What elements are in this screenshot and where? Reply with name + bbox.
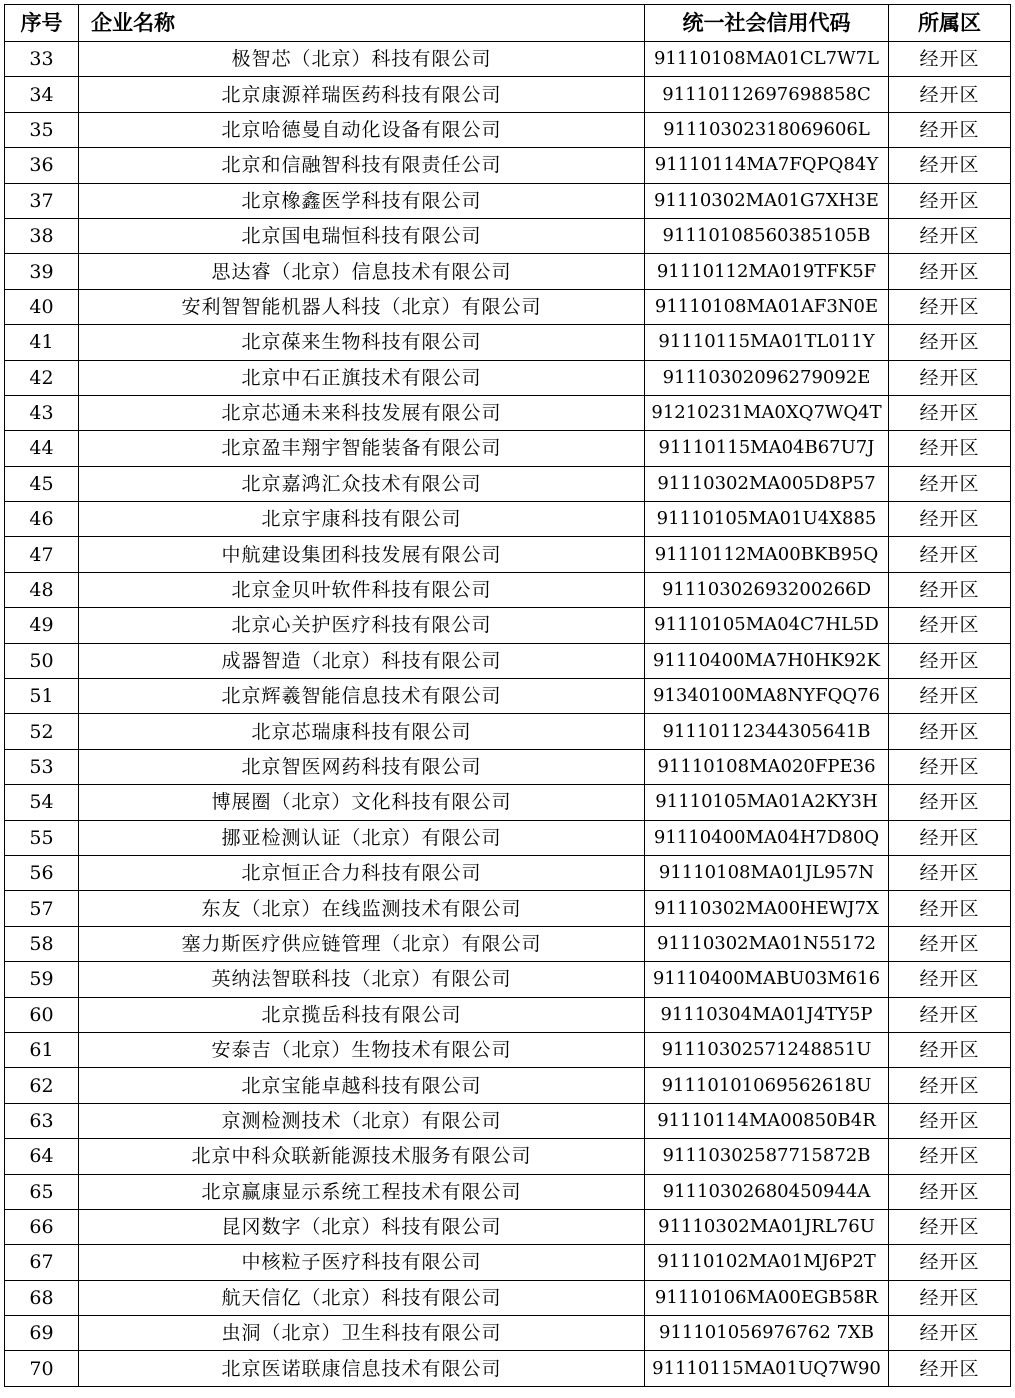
cell-company-name: 航天信亿（北京）科技有限公司: [79, 1280, 645, 1315]
cell-district: 经开区: [889, 1068, 1011, 1103]
header-row: [5, 5, 1011, 42]
cell-company-name: 北京葆来生物科技有限公司: [79, 325, 645, 360]
cell-index: 56: [5, 855, 79, 890]
cell-district: 经开区: [889, 572, 1011, 607]
cell-index: 50: [5, 643, 79, 678]
cell-district: 经开区: [889, 785, 1011, 820]
cell-company-name: 虫洞（北京）卫生科技有限公司: [79, 1316, 645, 1351]
cell-company-name: 东友（北京）在线监测技术有限公司: [79, 891, 645, 926]
cell-credit-code: 91110105MA04C7HL5D: [645, 608, 889, 643]
cell-company-name: 英纳法智联科技（北京）有限公司: [79, 962, 645, 997]
cell-index: 49: [5, 608, 79, 643]
cell-company-name: 中核粒子医疗科技有限公司: [79, 1245, 645, 1280]
table-row: [5, 679, 1011, 714]
cell-index: 65: [5, 1174, 79, 1209]
cell-index: 53: [5, 749, 79, 784]
table-row: [5, 608, 1011, 643]
cell-district: 经开区: [889, 1032, 1011, 1067]
company-table: [4, 4, 1011, 1387]
cell-district: 经开区: [889, 466, 1011, 501]
cell-district: 经开区: [889, 148, 1011, 183]
cell-company-name: 安利智智能机器人科技（北京）有限公司: [79, 289, 645, 324]
table-row: [5, 289, 1011, 324]
table-row: [5, 1316, 1011, 1351]
cell-index: 42: [5, 360, 79, 395]
cell-index: 60: [5, 997, 79, 1032]
cell-credit-code: 91110115MA04B67U7J: [645, 431, 889, 466]
cell-credit-code: 91110302MA01JRL76U: [645, 1209, 889, 1244]
cell-company-name: 挪亚检测认证（北京）有限公司: [79, 820, 645, 855]
table-row: [5, 1351, 1011, 1386]
header-district: 所属区: [889, 5, 1011, 42]
cell-district: 经开区: [889, 431, 1011, 466]
cell-company-name: 北京中科众联新能源技术服务有限公司: [79, 1139, 645, 1174]
table-row: [5, 466, 1011, 501]
cell-credit-code: 91110302MA01G7XH3E: [645, 183, 889, 218]
cell-company-name: 北京金贝叶软件科技有限公司: [79, 572, 645, 607]
cell-district: 经开区: [889, 77, 1011, 112]
cell-credit-code: 91110400MA04H7D80Q: [645, 820, 889, 855]
cell-index: 68: [5, 1280, 79, 1315]
cell-index: 45: [5, 466, 79, 501]
cell-index: 47: [5, 537, 79, 572]
cell-district: 经开区: [889, 1245, 1011, 1280]
cell-credit-code: 91110102MA01MJ6P2T: [645, 1245, 889, 1280]
cell-company-name: 北京橡鑫医学科技有限公司: [79, 183, 645, 218]
cell-credit-code: 91110400MA7H0HK92K: [645, 643, 889, 678]
cell-credit-code: 91110304MA01J4TY5P: [645, 997, 889, 1032]
table-row: [5, 749, 1011, 784]
table-row: [5, 112, 1011, 147]
cell-company-name: 安泰吉（北京）生物技术有限公司: [79, 1032, 645, 1067]
cell-index: 52: [5, 714, 79, 749]
cell-district: 经开区: [889, 183, 1011, 218]
cell-credit-code: 91210231MA0XQ7WQ4T: [645, 395, 889, 430]
cell-index: 43: [5, 395, 79, 430]
cell-district: 经开区: [889, 997, 1011, 1032]
table-row: [5, 714, 1011, 749]
cell-company-name: 思达睿（北京）信息技术有限公司: [79, 254, 645, 289]
cell-company-name: 北京赢康显示系统工程技术有限公司: [79, 1174, 645, 1209]
cell-company-name: 北京宇康科技有限公司: [79, 502, 645, 537]
cell-index: 69: [5, 1316, 79, 1351]
cell-company-name: 昆冈数字（北京）科技有限公司: [79, 1209, 645, 1244]
cell-company-name: 北京中石正旗技术有限公司: [79, 360, 645, 395]
cell-company-name: 北京智医网药科技有限公司: [79, 749, 645, 784]
cell-index: 58: [5, 926, 79, 961]
cell-company-name: 成器智造（北京）科技有限公司: [79, 643, 645, 678]
cell-company-name: 北京国电瑞恒科技有限公司: [79, 218, 645, 253]
table-row: [5, 1032, 1011, 1067]
cell-district: 经开区: [889, 537, 1011, 572]
table-body: [5, 42, 1011, 1387]
cell-credit-code: 91110302318069606L: [645, 112, 889, 147]
cell-company-name: 北京辉羲智能信息技术有限公司: [79, 679, 645, 714]
cell-index: 55: [5, 820, 79, 855]
table-row: [5, 785, 1011, 820]
cell-district: 经开区: [889, 1351, 1011, 1386]
cell-credit-code: 91110108560385105B: [645, 218, 889, 253]
cell-district: 经开区: [889, 1209, 1011, 1244]
cell-index: 59: [5, 962, 79, 997]
cell-index: 57: [5, 891, 79, 926]
cell-district: 经开区: [889, 891, 1011, 926]
cell-index: 36: [5, 148, 79, 183]
cell-credit-code: 91110112MA00BKB95Q: [645, 537, 889, 572]
cell-company-name: 北京盈丰翔宇智能装备有限公司: [79, 431, 645, 466]
cell-district: 经开区: [889, 643, 1011, 678]
cell-index: 33: [5, 42, 79, 77]
cell-credit-code: 91110115MA01UQ7W90: [645, 1351, 889, 1386]
cell-company-name: 极智芯（北京）科技有限公司: [79, 42, 645, 77]
cell-credit-code: 91110112697698858C: [645, 77, 889, 112]
table-row: [5, 77, 1011, 112]
table-row: [5, 820, 1011, 855]
cell-credit-code: 91110302096279092E: [645, 360, 889, 395]
cell-credit-code: 91110302693200266D: [645, 572, 889, 607]
header-index: 序号: [5, 5, 79, 42]
table-row: [5, 183, 1011, 218]
cell-district: 经开区: [889, 962, 1011, 997]
table-row: [5, 1245, 1011, 1280]
cell-credit-code: 91110108MA01AF3N0E: [645, 289, 889, 324]
cell-index: 62: [5, 1068, 79, 1103]
cell-company-name: 北京心关护医疗科技有限公司: [79, 608, 645, 643]
table-row: [5, 1103, 1011, 1138]
cell-credit-code: 91110112344305641B: [645, 714, 889, 749]
cell-credit-code: 91110302MA005D8P57: [645, 466, 889, 501]
cell-company-name: 北京芯通未来科技发展有限公司: [79, 395, 645, 430]
cell-credit-code: 91110115MA01TL011Y: [645, 325, 889, 360]
table-row: [5, 395, 1011, 430]
cell-credit-code: 91110114MA00850B4R: [645, 1103, 889, 1138]
cell-index: 44: [5, 431, 79, 466]
header-company-name: 企业名称: [79, 5, 645, 42]
cell-company-name: 北京康源祥瑞医药科技有限公司: [79, 77, 645, 112]
cell-company-name: 京测检测技术（北京）有限公司: [79, 1103, 645, 1138]
cell-index: 66: [5, 1209, 79, 1244]
cell-district: 经开区: [889, 1280, 1011, 1315]
cell-credit-code: 91110108MA020FPE36: [645, 749, 889, 784]
table-row: [5, 1280, 1011, 1315]
table-row: [5, 1139, 1011, 1174]
cell-credit-code: 91110105MA01A2KY3H: [645, 785, 889, 820]
table-row: [5, 572, 1011, 607]
cell-district: 经开区: [889, 360, 1011, 395]
cell-district: 经开区: [889, 749, 1011, 784]
cell-district: 经开区: [889, 395, 1011, 430]
cell-company-name: 中航建设集团科技发展有限公司: [79, 537, 645, 572]
cell-district: 经开区: [889, 502, 1011, 537]
cell-district: 经开区: [889, 112, 1011, 147]
cell-district: 经开区: [889, 714, 1011, 749]
cell-credit-code: 91110302680450944A: [645, 1174, 889, 1209]
cell-credit-code: 91110108MA01CL7W7L: [645, 42, 889, 77]
cell-credit-code: 91110105MA01U4X885: [645, 502, 889, 537]
table-row: [5, 962, 1011, 997]
cell-index: 38: [5, 218, 79, 253]
table-row: [5, 325, 1011, 360]
cell-index: 67: [5, 1245, 79, 1280]
cell-credit-code: 91110302571248851U: [645, 1032, 889, 1067]
cell-index: 61: [5, 1032, 79, 1067]
cell-district: 经开区: [889, 926, 1011, 961]
cell-company-name: 北京宝能卓越科技有限公司: [79, 1068, 645, 1103]
cell-index: 46: [5, 502, 79, 537]
cell-index: 64: [5, 1139, 79, 1174]
table-row: [5, 148, 1011, 183]
header-credit-code: 统一社会信用代码: [645, 5, 889, 42]
cell-credit-code: 91340100MA8NYFQQ76: [645, 679, 889, 714]
table-row: [5, 855, 1011, 890]
cell-district: 经开区: [889, 42, 1011, 77]
cell-credit-code: 91110108MA01JL957N: [645, 855, 889, 890]
cell-district: 经开区: [889, 325, 1011, 360]
table-row: [5, 218, 1011, 253]
cell-credit-code: 91110302MA00HEWJ7X: [645, 891, 889, 926]
table-row: [5, 42, 1011, 77]
cell-index: 37: [5, 183, 79, 218]
cell-company-name: 北京恒正合力科技有限公司: [79, 855, 645, 890]
cell-index: 41: [5, 325, 79, 360]
table-row: [5, 537, 1011, 572]
cell-company-name: 北京嘉鸿汇众技术有限公司: [79, 466, 645, 501]
cell-district: 经开区: [889, 289, 1011, 324]
cell-credit-code: 91110106MA00EGB58R: [645, 1280, 889, 1315]
cell-index: 51: [5, 679, 79, 714]
cell-district: 经开区: [889, 254, 1011, 289]
cell-index: 34: [5, 77, 79, 112]
cell-credit-code: 911101056976762 7XB: [645, 1316, 889, 1351]
cell-index: 70: [5, 1351, 79, 1386]
cell-district: 经开区: [889, 218, 1011, 253]
table-row: [5, 254, 1011, 289]
cell-district: 经开区: [889, 608, 1011, 643]
cell-credit-code: 91110302587715872B: [645, 1139, 889, 1174]
table-row: [5, 891, 1011, 926]
cell-company-name: 博展圈（北京）文化科技有限公司: [79, 785, 645, 820]
cell-index: 48: [5, 572, 79, 607]
cell-index: 63: [5, 1103, 79, 1138]
cell-district: 经开区: [889, 1316, 1011, 1351]
table-row: [5, 643, 1011, 678]
cell-credit-code: 91110114MA7FQPQ84Y: [645, 148, 889, 183]
cell-company-name: 北京揽岳科技有限公司: [79, 997, 645, 1032]
cell-company-name: 北京和信融智科技有限责任公司: [79, 148, 645, 183]
cell-credit-code: 91110302MA01N55172: [645, 926, 889, 961]
table-row: [5, 431, 1011, 466]
cell-company-name: 北京医诺联康信息技术有限公司: [79, 1351, 645, 1386]
cell-credit-code: 91110112MA019TFK5F: [645, 254, 889, 289]
cell-company-name: 北京哈德曼自动化设备有限公司: [79, 112, 645, 147]
cell-index: 39: [5, 254, 79, 289]
cell-index: 40: [5, 289, 79, 324]
cell-index: 54: [5, 785, 79, 820]
cell-district: 经开区: [889, 855, 1011, 890]
cell-index: 35: [5, 112, 79, 147]
cell-company-name: 塞力斯医疗供应链管理（北京）有限公司: [79, 926, 645, 961]
cell-credit-code: 91110400MABU03M616: [645, 962, 889, 997]
cell-district: 经开区: [889, 820, 1011, 855]
table-row: [5, 1209, 1011, 1244]
table-row: [5, 502, 1011, 537]
table-row: [5, 1174, 1011, 1209]
cell-district: 经开区: [889, 1174, 1011, 1209]
cell-company-name: 北京芯瑞康科技有限公司: [79, 714, 645, 749]
table-row: [5, 360, 1011, 395]
table-row: [5, 926, 1011, 961]
table-row: [5, 1068, 1011, 1103]
cell-district: 经开区: [889, 1103, 1011, 1138]
cell-district: 经开区: [889, 1139, 1011, 1174]
cell-district: 经开区: [889, 679, 1011, 714]
table-row: [5, 997, 1011, 1032]
cell-credit-code: 91110101069562618U: [645, 1068, 889, 1103]
